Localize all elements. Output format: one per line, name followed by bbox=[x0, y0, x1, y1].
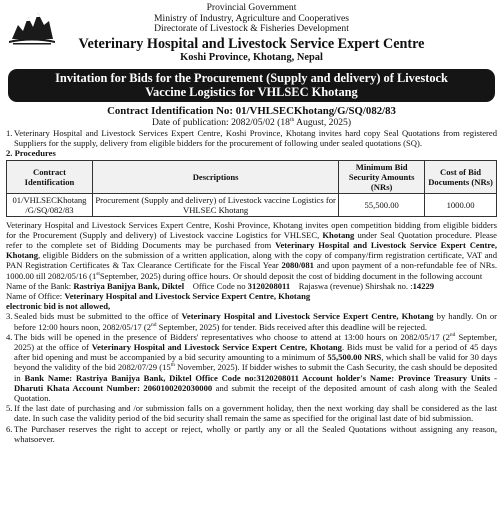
banner-line-2: Vaccine Logistics for VHLSEC Khotang bbox=[145, 85, 358, 99]
clause-3 bbox=[6, 311, 497, 331]
clause-number: 6. bbox=[6, 423, 13, 434]
table-header-row bbox=[7, 160, 497, 193]
clause-text: The bids will be opened in the presence of Bidders' representatives who choose to attend at 13:00 hours on 2082/05/17 (2nd September, 2025) at the office of Veterinary Hospital and Livestock Service Expert Centre, Khotang. Bids must be valid for a period of 45 days after bid opening and must be accompanied by a bid security amounting to a minimum of 55,500.00 NRS, which shall be valid for 30 days beyond the validity of the bid 2082/07/29 (15th November, 2025). If bidder wishes to submit the Cash Security, the cash should be deposited in Bank Name: Rastriya Banijya Bank, Diktel Office Code no:3120208011 Account holder's Name: Province Treasury Units -Dharuti Khata Account Number: 2060100202030000 and submit the receipt of the deposited amount of cash along with the Sealed Quotation. bbox=[14, 331, 498, 404]
clause-text: Sealed bids must be submitted to the office of Veterinary Hospital and Livestock Service Expert Centre, Khotang by handly. On or before 12:00 hours noon, 2082/05/17 (2nd September, 2025) for tender. Bids received after this deadline will be rejected. bbox=[14, 311, 497, 332]
organization-address: Koshi Province, Khotang, Nepal bbox=[180, 51, 323, 63]
bank-details-line: Name of the Bank: Rastriya Banijya Bank, Diktel Office Code no 3120208011 Rajaswa (revenue) Shirshak no. :14229 bbox=[6, 280, 435, 291]
table-header-cell: Cost of Bid Documents (NRs) bbox=[425, 160, 497, 193]
government-emblem-icon bbox=[9, 5, 55, 45]
clause-number: 5. bbox=[6, 403, 13, 414]
clause-text: Veterinary Hospital and Livestock Services Expert Centre, Koshi Province, Khotang invites hard copy Seal Quotations from registered Suppliers for the supply, delivery from eligible bidders for the procurement of following under sealed quotations (SQ). bbox=[14, 128, 497, 149]
contract-identification: Contract Identification No: 01/VHLSECKhotang/G/SQ/082/83 bbox=[107, 105, 396, 117]
electronic-bid-notice: electronic bid is not allowed, bbox=[6, 301, 111, 312]
invitation-banner bbox=[8, 69, 495, 102]
header-line-3: Directorate of Livestock & Fisheries Development bbox=[154, 23, 349, 34]
clause-text: If the last date of purchasing and /or submission falls on a government holiday, then the next working day shall be considered as the last date. In such case the validity period of the bid security shall remain the same as specified for the original last date of bid submission. bbox=[14, 403, 497, 424]
header-line-1: Provincial Government bbox=[206, 2, 297, 13]
clause-number: 3. bbox=[6, 311, 13, 322]
clause-1 bbox=[6, 128, 497, 148]
organization-name: Veterinary Hospital and Livestock Service Expert Centre bbox=[78, 35, 425, 52]
office-name-line: Name of Office: Veterinary Hospital and Livestock Service Expert Centre, Khotang bbox=[6, 291, 311, 302]
table-cell: 01/VHLSECKhotang /G/SQ/082/83 bbox=[7, 193, 93, 216]
procedure-paragraph: Veterinary Hospital and Livestock Services Expert Centre, Koshi Province, Khotang invites open competition bidding from eligible bidders for the Procurement (Supply and delivery) of Livestock vaccine Logistics for VHLSEC, Khotang under Seal Quotation procedure. Please refer to the complete set of Bidding Documents may be purchased from Veterinary Hospital and Livestock Service Expert Centre, Khotang, eligible Bidders on the submission of a written application, along with the copy of company/firm registration certificate, VAT and PAN Registration Certificates & Tax Clearance Certificate for the Fiscal Year 2080/081 and upon payment of a non-refundable fee of NRs. 1000.00 till 2082/05/16 (1stSeptember, 2025) during office hours. Or should deposit the cost of bidding document in the following account bbox=[6, 219, 497, 281]
banner-line-1: Invitation for Bids for the Procurement (Supply and delivery) of Livestock bbox=[55, 71, 448, 85]
clause-number: 1. bbox=[6, 128, 13, 138]
clause-number: 4. bbox=[6, 331, 13, 342]
clause-5 bbox=[6, 403, 497, 423]
clause-4 bbox=[6, 332, 497, 403]
table-header-cell: Minimum Bid Security Amounts (NRs) bbox=[339, 160, 425, 193]
table-cell: 55,500.00 bbox=[339, 193, 425, 216]
publication-date: Date of publication: 2082/05/02 (18th August, 2025) bbox=[151, 116, 352, 128]
procedures-heading: 2. Procedures bbox=[6, 148, 56, 159]
bid-details-table bbox=[6, 160, 497, 217]
header-line-2: Ministry of Industry, Agriculture and Cooperatives bbox=[154, 12, 349, 24]
table-row bbox=[7, 193, 497, 216]
table-cell: 1000.00 bbox=[425, 193, 497, 216]
clause-6 bbox=[6, 424, 497, 444]
clause-text: The Purchaser reserves the right to accept or reject, wholly or partly any or all the Sealed Quotations without assigning any reason, whatsoever. bbox=[14, 423, 497, 444]
table-cell: Procurement (Supply and delivery) of Livestock vaccine Logistics for VHLSEC Khotang bbox=[92, 193, 338, 216]
table-header-cell: Descriptions bbox=[92, 160, 338, 193]
letterhead bbox=[6, 3, 497, 67]
table-header-cell: Contract Identification bbox=[7, 160, 93, 193]
